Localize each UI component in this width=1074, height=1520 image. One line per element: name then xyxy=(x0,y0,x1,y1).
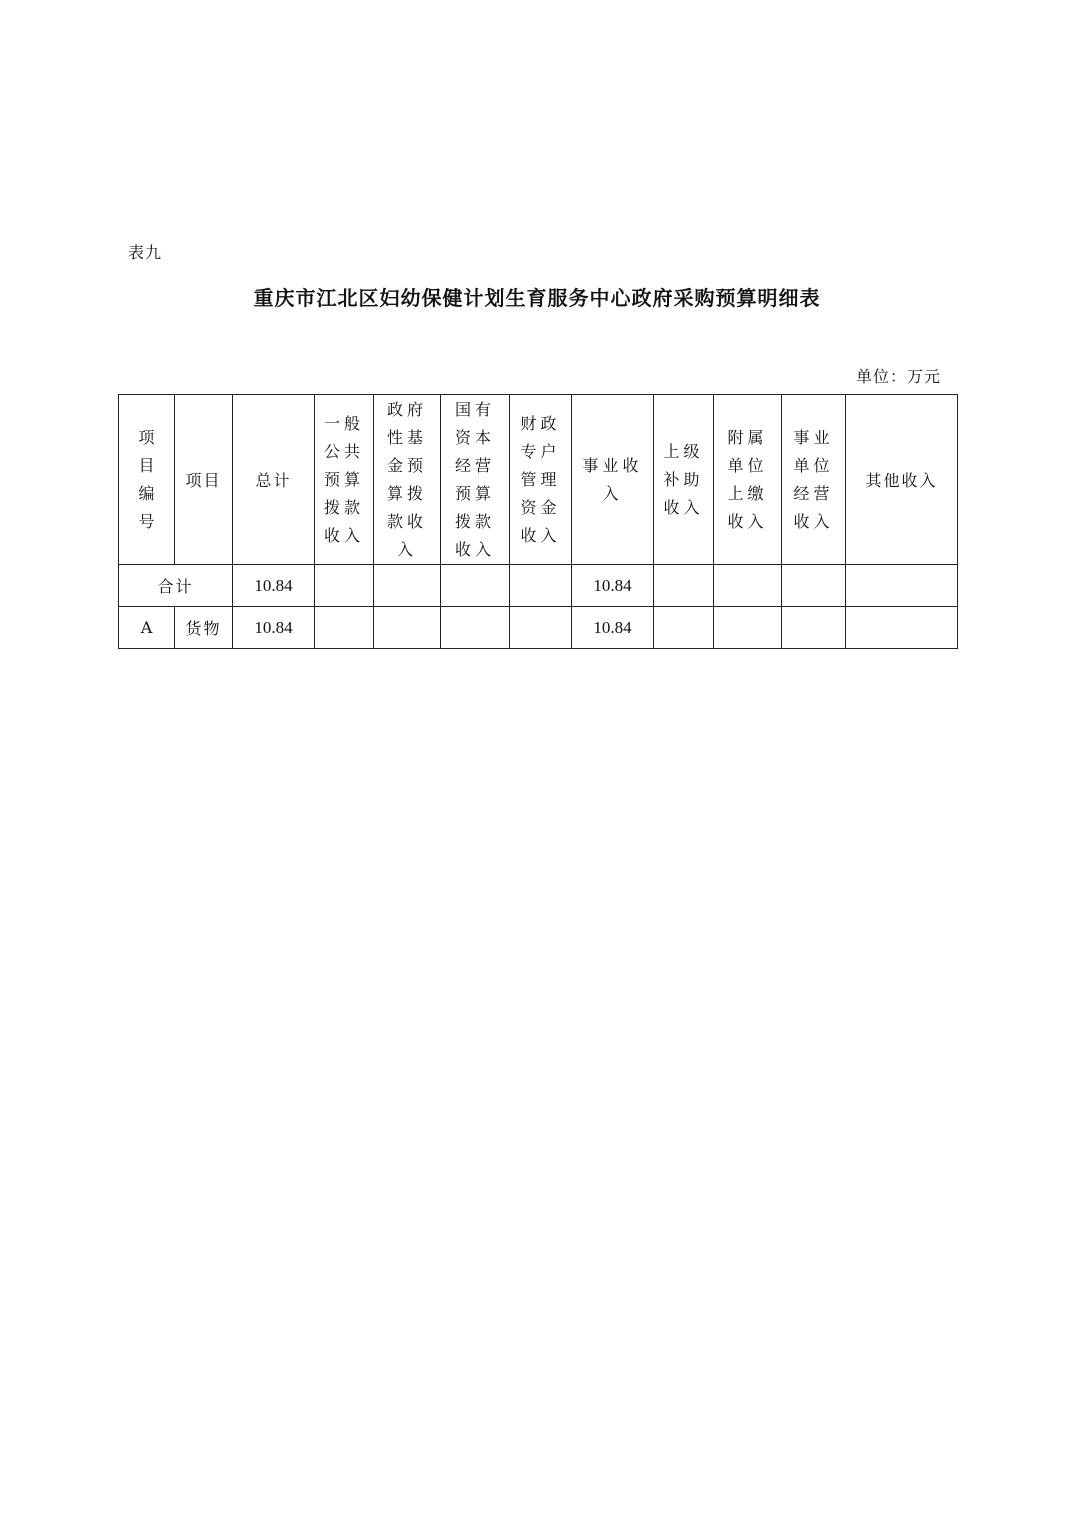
table-row xyxy=(119,607,958,649)
row-cell-item: 货物 xyxy=(175,607,233,649)
header-gov-fund: 政府性基金预算拨款收入 xyxy=(374,395,441,565)
total-cell-affiliated-income xyxy=(714,565,782,607)
row-cell-other-income xyxy=(846,607,958,649)
total-cell-total: 10.84 xyxy=(233,565,315,607)
table-row-total xyxy=(119,565,958,607)
row-cell-code: A xyxy=(119,607,175,649)
total-cell-special-account xyxy=(510,565,572,607)
header-state-capital: 国有资本经营预算拨款收入 xyxy=(441,395,510,565)
header-project: 项目 xyxy=(175,395,233,565)
header-other-income: 其他收入 xyxy=(846,395,958,565)
total-cell-business-income: 10.84 xyxy=(572,565,654,607)
total-cell-general-budget xyxy=(315,565,374,607)
row-cell-special-account xyxy=(510,607,572,649)
header-operating-income: 事业单位经营收入 xyxy=(782,395,846,565)
row-cell-superior-subsidy xyxy=(654,607,714,649)
row-cell-state-capital xyxy=(441,607,510,649)
header-total: 总计 xyxy=(233,395,315,565)
total-cell-state-capital xyxy=(441,565,510,607)
row-cell-general-budget xyxy=(315,607,374,649)
header-business-income: 事业收入 xyxy=(572,395,654,565)
total-label: 合计 xyxy=(119,565,233,607)
procurement-budget-table xyxy=(118,394,958,649)
row-cell-affiliated-income xyxy=(714,607,782,649)
header-superior-subsidy: 上级补助收入 xyxy=(654,395,714,565)
page-title: 重庆市江北区妇幼保健计划生育服务中心政府采购预算明细表 xyxy=(253,286,821,310)
total-cell-other-income xyxy=(846,565,958,607)
row-cell-operating-income xyxy=(782,607,846,649)
header-project-code: 项目编号 xyxy=(119,395,175,565)
row-cell-gov-fund xyxy=(374,607,441,649)
unit-label: 单位：万元 xyxy=(856,367,942,386)
header-affiliated-income: 附属单位上缴收入 xyxy=(714,395,782,565)
header-row xyxy=(119,395,958,565)
total-cell-operating-income xyxy=(782,565,846,607)
total-cell-gov-fund xyxy=(374,565,441,607)
row-cell-business-income: 10.84 xyxy=(572,607,654,649)
header-special-account: 财政专户管理资金收入 xyxy=(510,395,572,565)
table-label: 表九 xyxy=(128,243,163,262)
header-general-budget: 一般公共预算拨款收入 xyxy=(315,395,374,565)
total-cell-superior-subsidy xyxy=(654,565,714,607)
row-cell-total: 10.84 xyxy=(233,607,315,649)
